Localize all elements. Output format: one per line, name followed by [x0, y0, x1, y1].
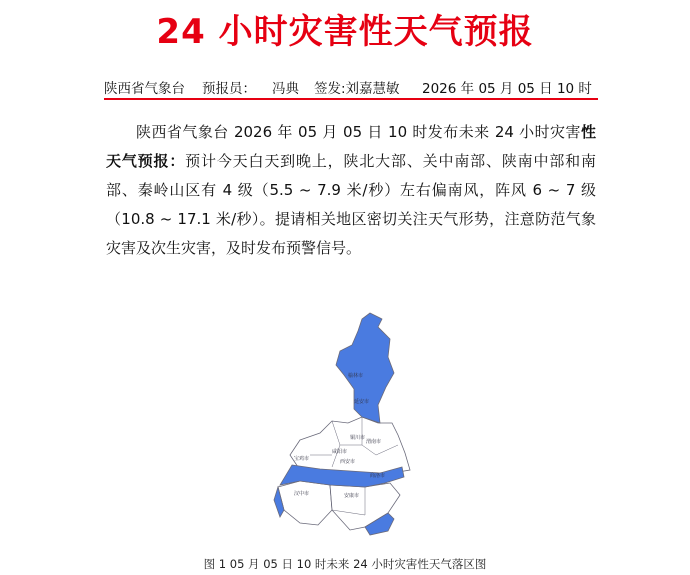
forecast-paragraph — [106, 118, 596, 263]
forecast-lead-bold: 性天气预报： — [106, 123, 596, 170]
map-label-weinan: 渭南市 — [366, 439, 382, 445]
map-label-yanan: 延安市 — [354, 399, 370, 405]
header-agency: 陕西省气象台 — [104, 81, 185, 97]
shaanxi-forecast-map — [270, 305, 420, 545]
map-label-hanzhong: 汉中市 — [294, 491, 310, 497]
header-signer: 签发:刘嘉慧敏 — [314, 81, 400, 97]
forecast-content: 预计今天白天到晚上，陕北大部、关中南部、陕南中部和南部、秦岭山区有 4 级（5.5 ~ 7.9 米/秒）左右偏南风，阵风 6 ~ 7 级（10.8 ~ 17.1 米/秒）。提请相关地区密切关注天气形势，注意防范气象灾害及次生灾害，及时发布预警信号。 — [106, 152, 596, 257]
header-divider — [104, 98, 598, 100]
map-label-ankang: 安康市 — [344, 493, 360, 499]
header-forecaster-name: 冯典 — [272, 81, 299, 97]
map-region-guanzhong — [290, 417, 410, 475]
forecast-body — [106, 118, 596, 263]
map-region-north — [336, 313, 394, 423]
map-label-baoji: 宝鸡市 — [294, 456, 310, 462]
header-forecaster-label: 预报员： — [202, 81, 256, 97]
forecast-lead: 陕西省气象台 2026 年 05 月 05 日 10 时发布未来 24 小时灾害 — [136, 123, 581, 141]
map-label-xianyang: 咸阳市 — [332, 449, 348, 455]
map-caption: 图 1 05 月 05 日 10 时未来 24 小时灾害性天气落区图 — [203, 557, 487, 571]
document-header — [104, 77, 600, 97]
document-title: 24 小时灾害性天气预报 — [156, 12, 534, 52]
header-datetime: 2026 年 05 月 05 日 10 时 — [422, 81, 592, 97]
map-region-south-west — [278, 481, 332, 525]
map-label-xian: 西安市 — [340, 459, 356, 465]
map-label-tongchuan: 铜川市 — [350, 435, 366, 441]
map-label-yulin: 榆林市 — [348, 373, 364, 379]
map-label-shangluo: 商洛市 — [370, 473, 386, 479]
